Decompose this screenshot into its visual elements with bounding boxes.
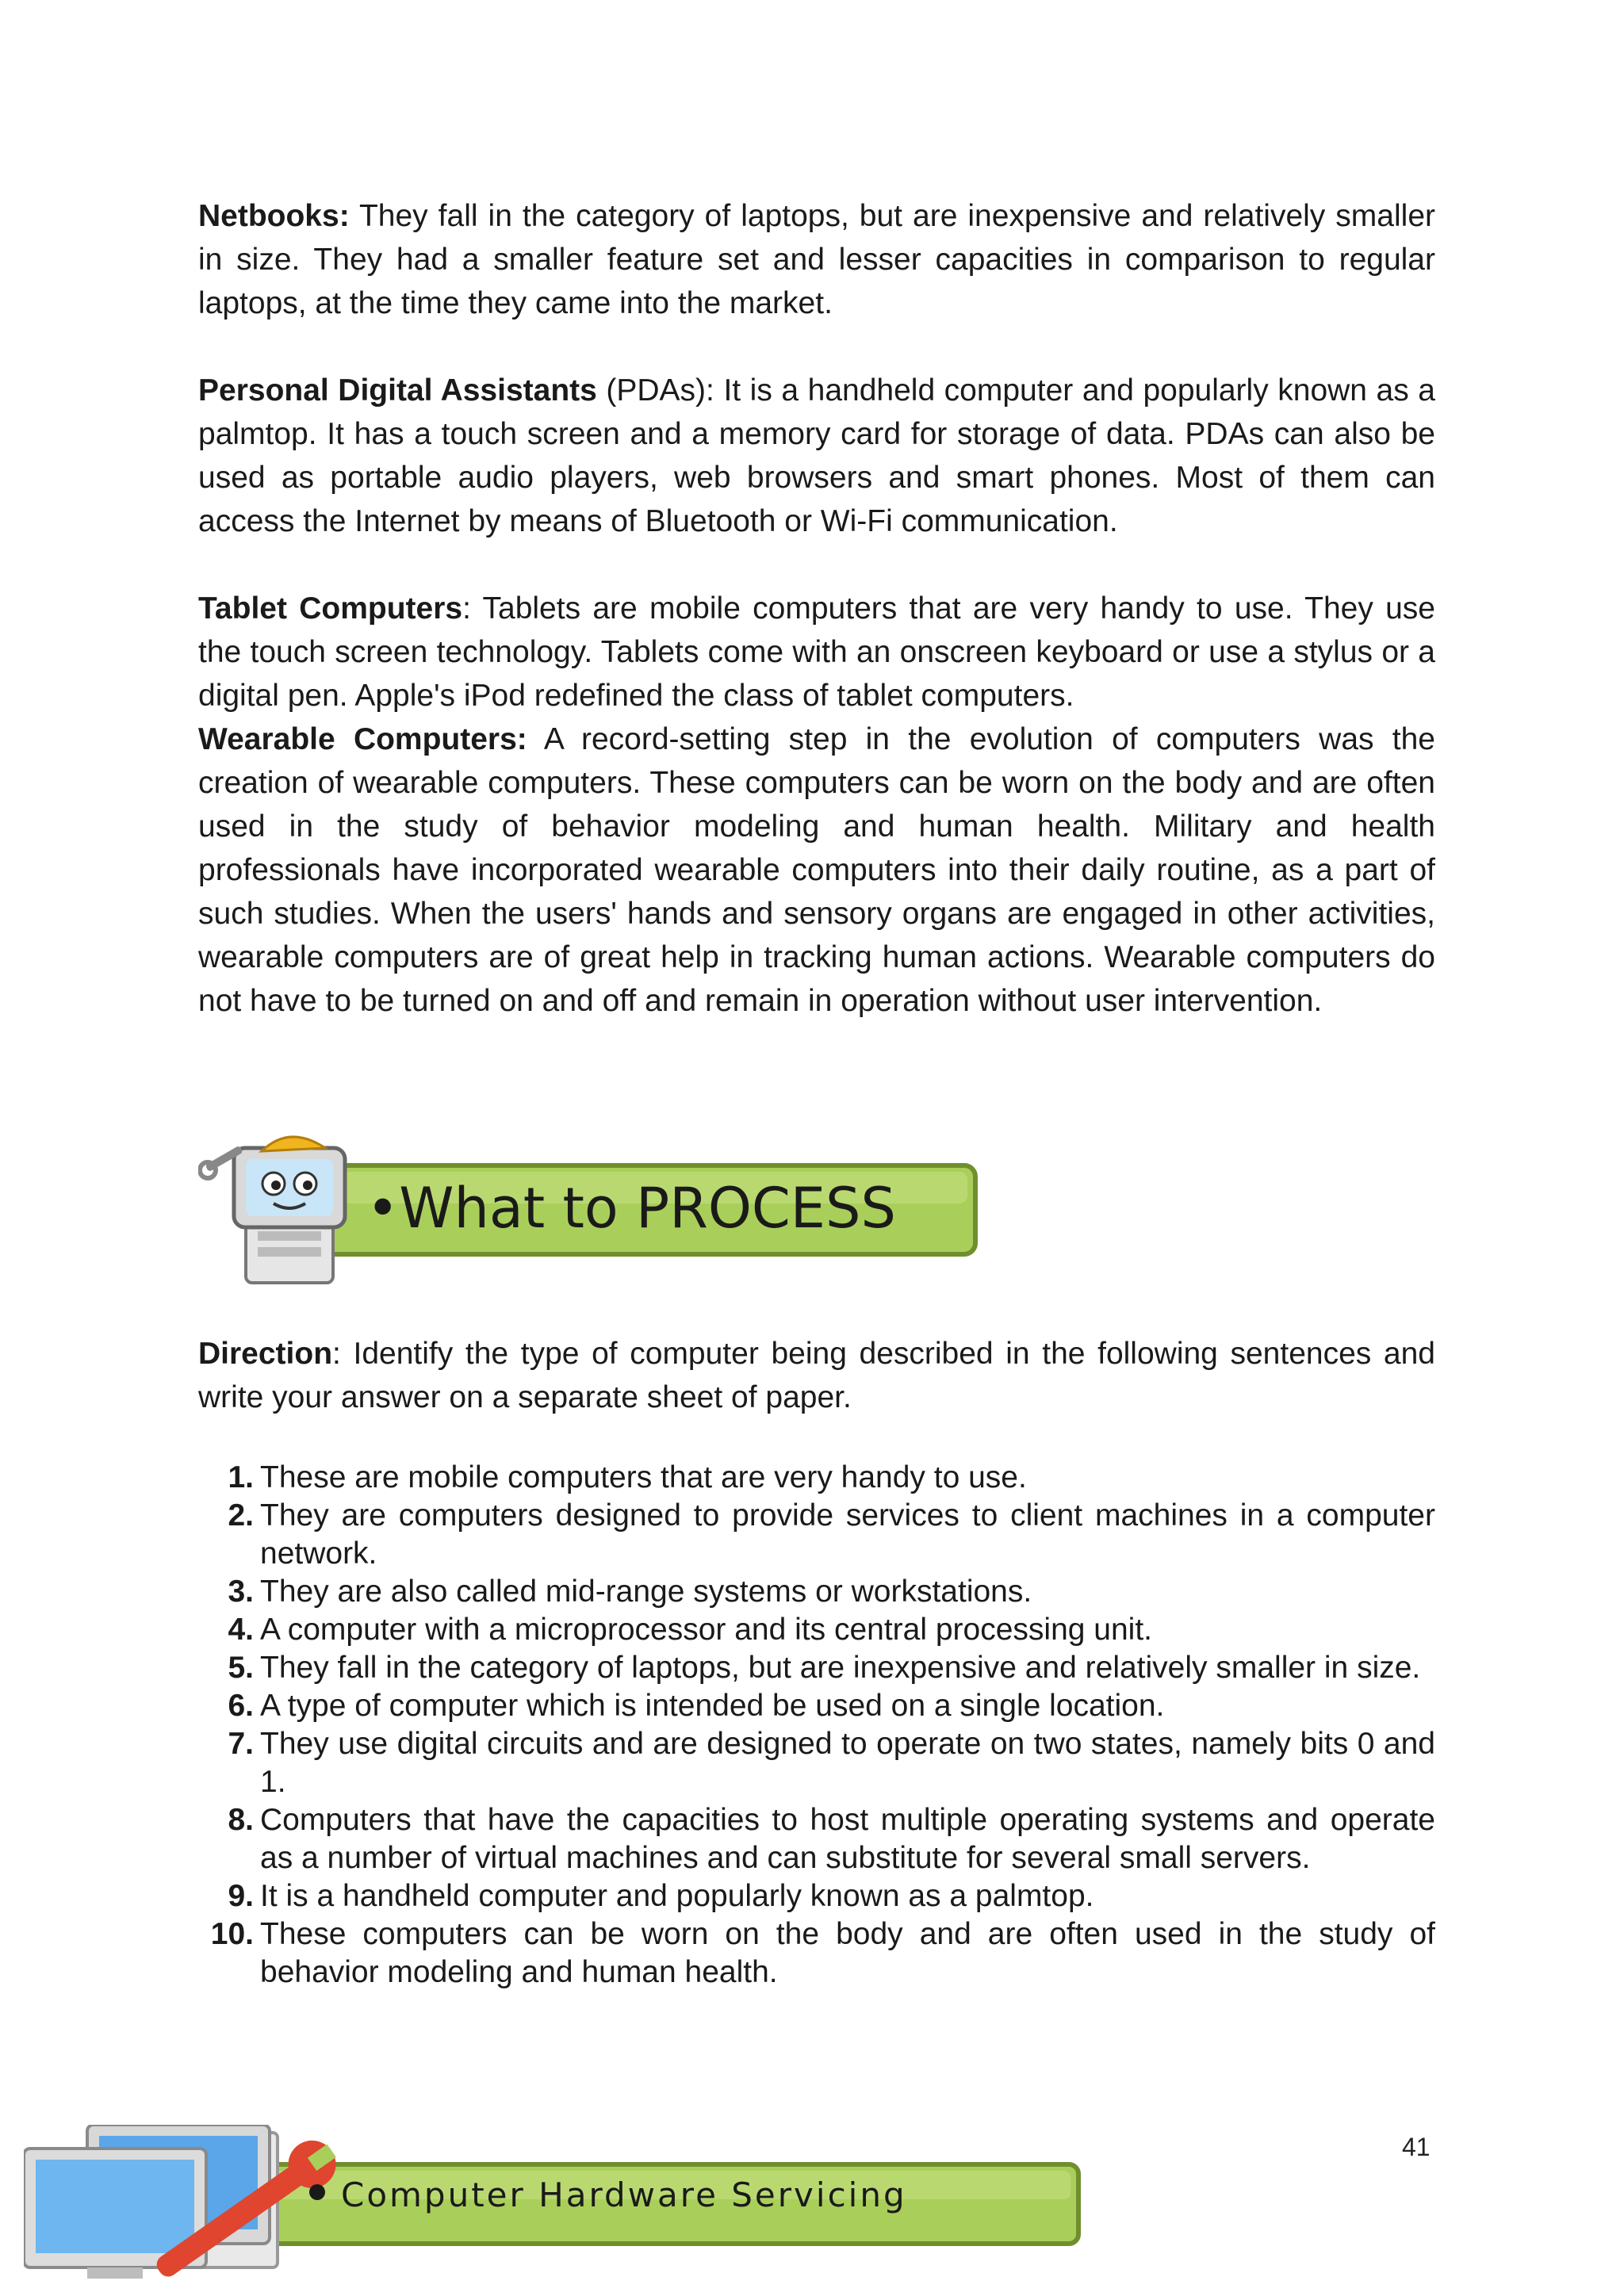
list-item: 2. They are computers designed to provide services to client machines in a computer network. — [228, 1498, 1435, 1571]
list-item: 9. It is a handheld computer and popularly known as a palmtop. — [228, 1879, 1094, 1913]
list-item: 4. A computer with a microprocessor and its central processing unit. — [228, 1613, 1153, 1647]
term-tablets: Tablet Computers — [198, 591, 463, 626]
list-item: 7. They use digital circuits and are designed to operate on two states, namely bits 0 and 1. — [228, 1727, 1435, 1799]
direction-text: Direction: Identify the type of computer being described in the following sentences and write your answer on a separate sheet of paper. — [198, 1337, 1435, 1414]
page-number: 41 — [1402, 2133, 1431, 2161]
banner-title: •What to PROCESS — [366, 1176, 896, 1241]
list-item: 6. A type of computer which is intended be used on a single location. — [228, 1689, 1165, 1723]
list-item: 8. Computers that have the capacities to host multiple operating systems and operate as a number of virtual machines and can substitute for several small servers. — [228, 1803, 1435, 1875]
list-item: 3. They are also called mid-range systems or workstations. — [228, 1575, 1032, 1609]
paragraph-pdas: Personal Digital Assistants (PDAs): It is a handheld computer and popularly known as a palmtop. It has a touch screen and a memory card for storage of data. PDAs can also be used as portable audio players, web browsers and smart phones. Most of them can access the Internet by means of Bluetooth or Wi-Fi communication. — [198, 373, 1435, 538]
question-list — [198, 1459, 1435, 1992]
footer-title: Computer Hardware Servicing — [341, 2175, 907, 2214]
term-wearables: Wearable Computers: — [198, 722, 527, 756]
what-to-process-banner — [198, 1124, 991, 1291]
paragraph-tablets: Tablet Computers: Tablets are mobile computers that are very handy to use. They use the touch screen technology. Tablets come with an onscreen keyboard or use a stylus or a digital pen. Apple's iPod redefined the class of tablet computers. — [198, 591, 1435, 713]
body-text — [198, 194, 1435, 1023]
footer-banner — [24, 2125, 1086, 2283]
list-item: 10. These computers can be worn on the body and are often used in the study of behavior modeling and human health. — [210, 1917, 1435, 1989]
term-pdas: Personal Digital Assistants — [198, 373, 597, 408]
paragraph-netbooks: Netbooks: They fall in the category of laptops, but are inexpensive and relatively smaller in size. They had a smaller feature set and lesser capacities in comparison to regular laptops, at the time they came into the market. — [198, 199, 1435, 320]
list-item: 5. They fall in the category of laptops, but are inexpensive and relatively smaller in size. — [228, 1651, 1421, 1685]
term-direction: Direction — [198, 1337, 333, 1371]
direction-block — [198, 1332, 1435, 1419]
paragraph-wearables: Wearable Computers: A record-setting step in the evolution of computers was the creation of wearable computers. These computers can be worn on the body and are often used in the study of behavior modeling and human health. Military and health professionals have incorporated wearable computers into their daily routine, as a part of such studies. When the users' hands and sensory organs are engaged in other activities, wearable computers are of great help in tracking human actions. Wearable computers do not have to be turned on and off and remain in operation without user intervention. — [198, 722, 1435, 1018]
list-item: 1. These are mobile computers that are very handy to use. — [228, 1460, 1027, 1494]
term-netbooks: Netbooks: — [198, 199, 350, 233]
